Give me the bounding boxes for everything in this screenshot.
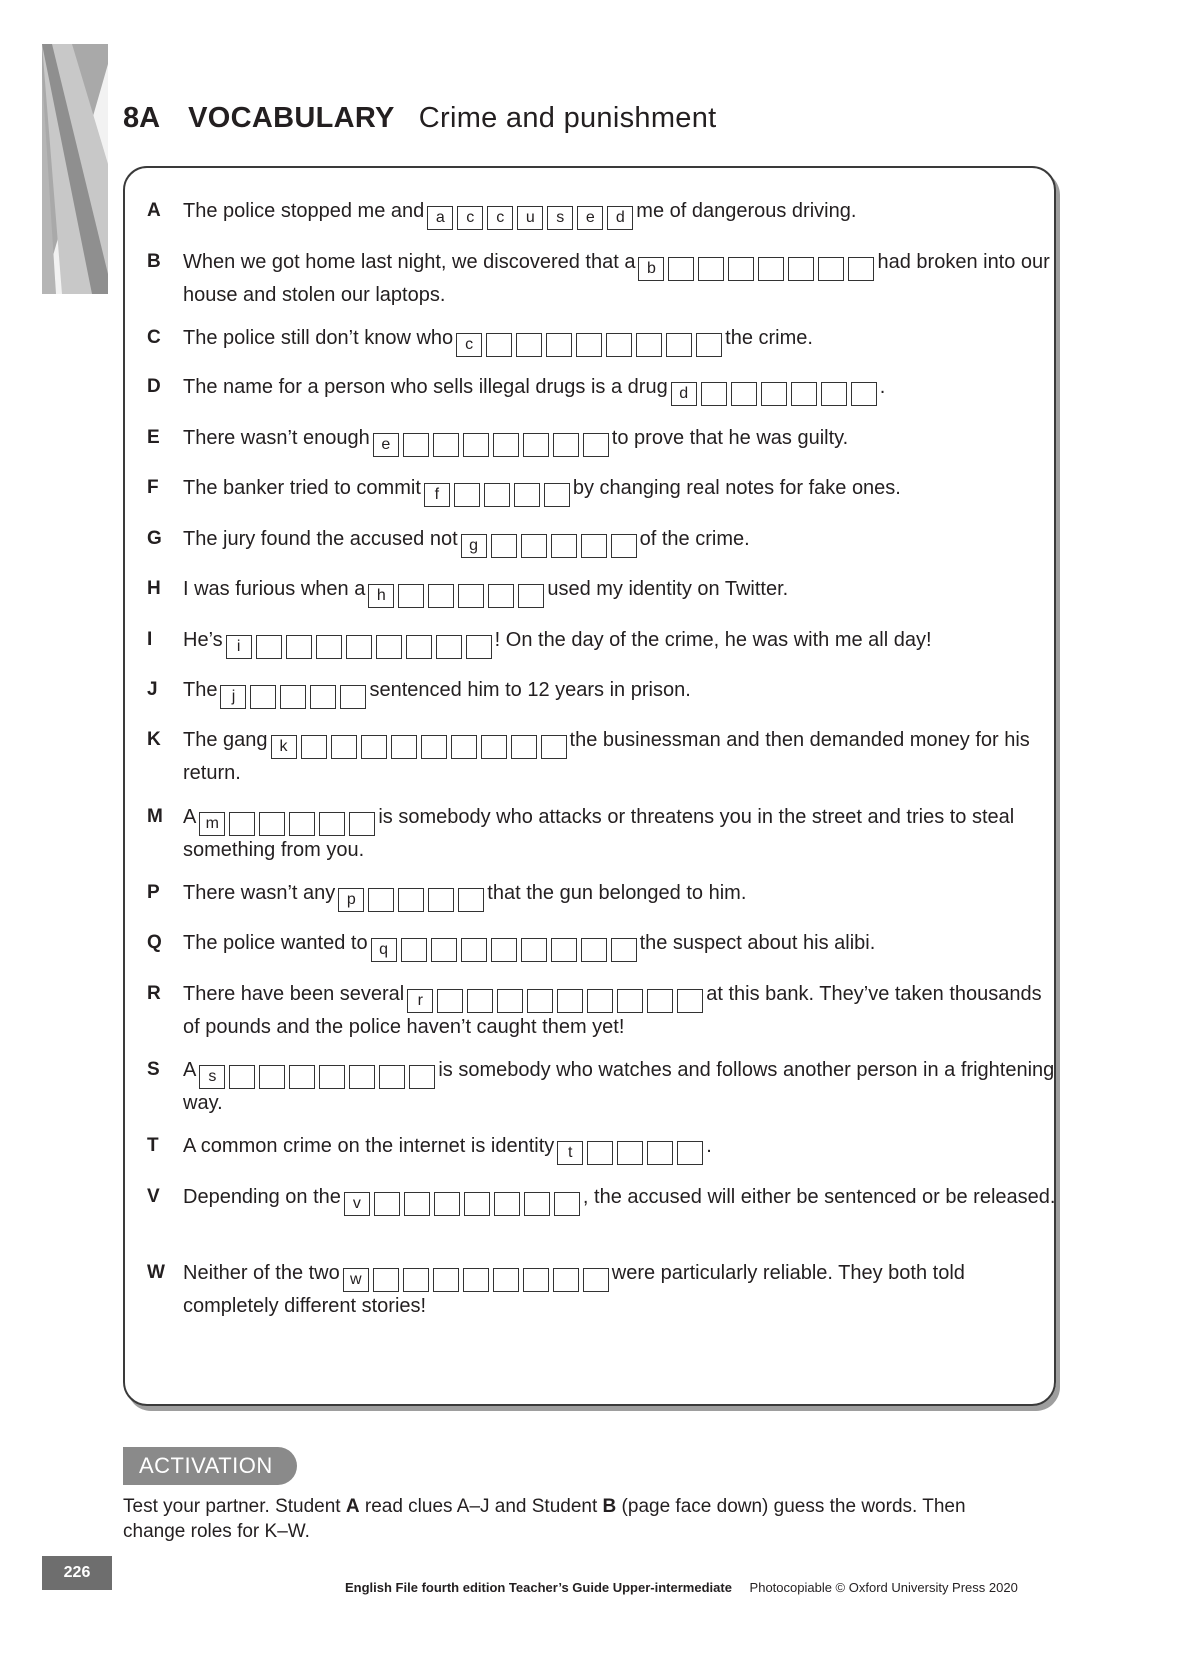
letter-box[interactable] — [467, 989, 493, 1013]
section-code: 8A — [123, 102, 161, 134]
instruction-text: (page face down) guess the words. Then change roles for K–W. — [123, 1496, 966, 1542]
letter-box[interactable]: g — [461, 534, 487, 558]
clue-before: The — [183, 679, 218, 701]
clue-item — [147, 1259, 1060, 1320]
clue-after: the crime. — [725, 327, 813, 349]
letter-box[interactable] — [511, 735, 537, 759]
clue-letter: S — [147, 1059, 160, 1080]
letter-box[interactable] — [376, 635, 402, 659]
letter-box[interactable] — [481, 735, 507, 759]
letter-box[interactable]: a — [427, 206, 453, 230]
letter-box[interactable] — [617, 989, 643, 1013]
letter-box[interactable] — [361, 735, 387, 759]
letter-box[interactable] — [289, 812, 315, 836]
clue-text — [183, 626, 1060, 659]
clue-before: The jury found the accused not — [183, 528, 458, 550]
section-unit: VOCABULARY — [188, 102, 395, 134]
clue-item — [147, 248, 1060, 309]
letter-box[interactable] — [259, 812, 285, 836]
clue-item — [147, 197, 1060, 230]
clue-before: Depending on the — [183, 1186, 341, 1208]
letter-box[interactable] — [606, 333, 632, 357]
letter-box[interactable] — [316, 635, 342, 659]
letter-box[interactable] — [491, 534, 517, 558]
letter-box[interactable]: h — [368, 584, 394, 608]
letter-box[interactable] — [494, 1192, 520, 1216]
letter-box[interactable] — [428, 584, 454, 608]
clue-letter: B — [147, 251, 161, 272]
letter-box[interactable] — [259, 1065, 285, 1089]
clue-text — [183, 929, 1060, 962]
clue-text — [183, 474, 1060, 507]
answer-boxes — [638, 257, 874, 281]
letter-box[interactable] — [461, 938, 487, 962]
letter-box[interactable] — [458, 584, 484, 608]
footer-copyright: Photocopiable © Oxford University Press 2020 — [749, 1580, 1018, 1595]
clue-before: The gang — [183, 729, 268, 751]
letter-box[interactable] — [791, 382, 817, 406]
clue-text — [183, 676, 1060, 709]
clue-item — [147, 803, 1060, 864]
letter-box[interactable] — [493, 433, 519, 457]
answer-boxes — [344, 1192, 580, 1216]
letter-box[interactable] — [340, 685, 366, 709]
letter-box[interactable] — [229, 812, 255, 836]
clue-after: were particularly reliable. They both told completely different stories! — [183, 1262, 965, 1317]
student-b: B — [602, 1496, 617, 1517]
letter-box[interactable] — [379, 1065, 405, 1089]
letter-box[interactable]: w — [343, 1268, 369, 1292]
letter-box[interactable] — [611, 534, 637, 558]
letter-box[interactable] — [433, 1268, 459, 1292]
letter-box[interactable] — [636, 333, 662, 357]
letter-box[interactable] — [617, 1141, 643, 1165]
clue-item — [147, 373, 1060, 406]
letter-box[interactable] — [647, 989, 673, 1013]
answer-boxes — [456, 333, 722, 357]
letter-box[interactable] — [437, 989, 463, 1013]
letter-box[interactable] — [516, 333, 542, 357]
letter-box[interactable] — [289, 1065, 315, 1089]
clue-text — [183, 1056, 1060, 1117]
letter-box[interactable]: j — [220, 685, 246, 709]
letter-box[interactable]: v — [344, 1192, 370, 1216]
letter-box[interactable] — [403, 1268, 429, 1292]
letter-box[interactable] — [541, 735, 567, 759]
letter-box[interactable] — [553, 1268, 579, 1292]
clue-before: There have been several — [183, 983, 405, 1005]
letter-box[interactable] — [611, 938, 637, 962]
letter-box[interactable] — [587, 989, 613, 1013]
answer-boxes — [226, 635, 492, 659]
answer-boxes — [373, 433, 609, 457]
clue-text — [183, 1132, 1060, 1165]
answer-boxes — [557, 1141, 703, 1165]
letter-box[interactable] — [581, 938, 607, 962]
letter-box[interactable] — [454, 483, 480, 507]
clue-letter: T — [147, 1135, 159, 1156]
clue-after: to prove that he was guilty. — [611, 427, 849, 449]
letter-box[interactable] — [818, 257, 844, 281]
letter-box[interactable] — [349, 1065, 375, 1089]
clue-text — [183, 879, 1060, 912]
clue-item — [147, 1132, 1060, 1165]
letter-box[interactable] — [821, 382, 847, 406]
clue-letter: R — [147, 983, 161, 1004]
letter-box[interactable]: f — [424, 483, 450, 507]
letter-box[interactable] — [406, 635, 432, 659]
clue-before: A — [183, 1059, 197, 1081]
letter-box[interactable] — [256, 635, 282, 659]
letter-box[interactable] — [698, 257, 724, 281]
clue-text — [183, 1183, 1060, 1216]
clue-text — [183, 373, 1060, 406]
letter-box[interactable] — [431, 938, 457, 962]
clue-letter: G — [147, 528, 162, 549]
clue-item — [147, 676, 1060, 709]
clue-item — [147, 1183, 1060, 1216]
letter-box[interactable] — [373, 1268, 399, 1292]
clue-letter: M — [147, 806, 163, 827]
clue-item — [147, 626, 1060, 659]
clue-after: by changing real notes for fake ones. — [572, 477, 901, 499]
page-number: 226 — [42, 1556, 112, 1590]
clue-text — [183, 424, 1060, 457]
clue-after: me of dangerous driving. — [636, 200, 857, 222]
clue-before: The police still don’t know who — [183, 327, 454, 349]
letter-box[interactable] — [523, 433, 549, 457]
letter-box[interactable] — [319, 1065, 345, 1089]
letter-box[interactable] — [398, 584, 424, 608]
letter-box[interactable] — [583, 433, 609, 457]
letter-box[interactable] — [677, 1141, 703, 1165]
answer-boxes — [407, 989, 703, 1013]
answer-boxes — [461, 534, 637, 558]
clue-after: the businessman and then demanded money for his return. — [183, 729, 1030, 784]
letter-box[interactable] — [668, 257, 694, 281]
letter-box[interactable] — [647, 1141, 673, 1165]
letter-box[interactable] — [491, 938, 517, 962]
letter-box[interactable] — [497, 989, 523, 1013]
letter-box[interactable] — [331, 735, 357, 759]
clue-letter: C — [147, 327, 161, 348]
letter-box[interactable] — [666, 333, 692, 357]
letter-box[interactable] — [250, 685, 276, 709]
letter-box[interactable] — [301, 735, 327, 759]
student-a: A — [345, 1496, 360, 1517]
letter-box[interactable] — [551, 534, 577, 558]
letter-box[interactable] — [728, 257, 754, 281]
clue-item — [147, 879, 1060, 912]
letter-box[interactable]: s — [199, 1065, 225, 1089]
clue-after: of the crime. — [639, 528, 750, 550]
letter-box[interactable] — [280, 685, 306, 709]
clue-after: . — [706, 1135, 712, 1157]
clue-letter: V — [147, 1186, 160, 1207]
answer-boxes — [424, 483, 570, 507]
letter-box[interactable] — [346, 635, 372, 659]
clue-text — [183, 980, 1060, 1041]
letter-box[interactable] — [551, 938, 577, 962]
clue-item — [147, 929, 1060, 962]
letter-box[interactable] — [484, 483, 510, 507]
clue-text — [183, 1259, 1060, 1320]
letter-box[interactable]: p — [338, 888, 364, 912]
clue-text — [183, 197, 1060, 230]
page-title — [123, 102, 717, 135]
letter-box[interactable]: b — [638, 257, 664, 281]
letter-box[interactable]: k — [271, 735, 297, 759]
clue-after: that the gun belonged to him. — [487, 882, 747, 904]
clue-after: is somebody who watches and follows another person in a frightening way. — [183, 1059, 1055, 1114]
letter-box[interactable]: u — [517, 206, 543, 230]
clue-before: Neither of the two — [183, 1262, 340, 1284]
clue-text — [183, 726, 1060, 787]
letter-box[interactable] — [401, 938, 427, 962]
clue-after: at this bank. They’ve taken thousands of pounds and the police haven’t caught them yet! — [183, 983, 1042, 1038]
letter-box[interactable]: q — [371, 938, 397, 962]
clue-before: A common crime on the internet is identity — [183, 1135, 555, 1157]
footer — [345, 1580, 1018, 1595]
clue-text — [183, 803, 1060, 864]
letter-box[interactable] — [398, 888, 424, 912]
letter-box[interactable] — [576, 333, 602, 357]
answer-boxes — [343, 1268, 609, 1292]
letter-box[interactable] — [758, 257, 784, 281]
letter-box[interactable] — [404, 1192, 430, 1216]
letter-box[interactable] — [286, 635, 312, 659]
letter-box[interactable]: c — [456, 333, 482, 357]
letter-box[interactable] — [451, 735, 477, 759]
letter-box[interactable]: c — [457, 206, 483, 230]
letter-box[interactable]: s — [547, 206, 573, 230]
clue-letter: I — [147, 629, 153, 650]
letter-box[interactable] — [731, 382, 757, 406]
answer-boxes — [199, 1065, 435, 1089]
clue-letter: A — [147, 200, 161, 221]
letter-box[interactable] — [463, 1268, 489, 1292]
answer-boxes — [427, 206, 633, 230]
letter-box[interactable] — [788, 257, 814, 281]
clue-letter: K — [147, 729, 161, 750]
letter-box[interactable] — [514, 483, 540, 507]
letter-box[interactable]: d — [607, 206, 633, 230]
letter-box[interactable] — [523, 1268, 549, 1292]
letter-box[interactable] — [524, 1192, 550, 1216]
clue-item — [147, 726, 1060, 787]
clue-text — [183, 248, 1060, 309]
letter-box[interactable] — [521, 938, 547, 962]
letter-box[interactable] — [349, 812, 375, 836]
activation-label: ACTIVATION — [123, 1447, 297, 1485]
letter-box[interactable] — [581, 534, 607, 558]
clue-text — [183, 525, 1060, 558]
letter-box[interactable] — [466, 635, 492, 659]
letter-box[interactable] — [544, 483, 570, 507]
answer-boxes — [338, 888, 484, 912]
clue-after: sentenced him to 12 years in prison. — [369, 679, 691, 701]
letter-box[interactable] — [319, 812, 345, 836]
letter-box[interactable] — [587, 1141, 613, 1165]
clue-before: There wasn’t any — [183, 882, 336, 904]
letter-box[interactable] — [493, 1268, 519, 1292]
letter-box[interactable] — [848, 257, 874, 281]
answer-boxes — [220, 685, 366, 709]
letter-box[interactable] — [677, 989, 703, 1013]
letter-box[interactable]: c — [487, 206, 513, 230]
letter-box[interactable]: e — [577, 206, 603, 230]
clue-before: There wasn’t enough — [183, 427, 370, 449]
clue-before: A — [183, 806, 197, 828]
letter-box[interactable] — [421, 735, 447, 759]
clue-item — [147, 575, 1060, 608]
clue-before: The police wanted to — [183, 932, 368, 954]
clue-after: , the accused will either be sentenced or be released. — [582, 1186, 1056, 1208]
clue-before: The name for a person who sells illegal drugs is a drug — [183, 376, 668, 398]
letter-box[interactable]: r — [407, 989, 433, 1013]
letter-box[interactable] — [486, 333, 512, 357]
letter-box[interactable] — [310, 685, 336, 709]
letter-box[interactable] — [458, 888, 484, 912]
clue-item — [147, 1056, 1060, 1117]
clue-after: ! On the day of the crime, he was with me all day! — [494, 629, 932, 651]
clue-after: the suspect about his alibi. — [639, 932, 876, 954]
letter-box[interactable]: t — [557, 1141, 583, 1165]
letter-box[interactable] — [428, 888, 454, 912]
corner-decoration — [42, 44, 108, 294]
letter-box[interactable]: i — [226, 635, 252, 659]
clue-item — [147, 525, 1060, 558]
clue-letter: D — [147, 376, 161, 397]
letter-box[interactable] — [368, 888, 394, 912]
clue-before: The banker tried to commit — [183, 477, 421, 499]
letter-box[interactable] — [436, 635, 462, 659]
letter-box[interactable] — [374, 1192, 400, 1216]
letter-box[interactable] — [761, 382, 787, 406]
footer-book-title: English File fourth edition Teacher’s Guide Upper-intermediate — [345, 1580, 732, 1595]
answer-boxes — [199, 812, 375, 836]
section-topic: Crime and punishment — [418, 102, 717, 134]
clue-letter: E — [147, 427, 160, 448]
clue-text — [183, 324, 1060, 357]
clue-after: had broken into our house and stolen our laptops. — [183, 251, 1050, 306]
letter-box[interactable]: e — [373, 433, 399, 457]
clue-before: The police stopped me and — [183, 200, 425, 222]
instruction-text: Test your partner. Student — [123, 1496, 346, 1517]
letter-box[interactable] — [433, 433, 459, 457]
clue-letter: W — [147, 1262, 165, 1283]
clue-letter: F — [147, 477, 159, 498]
letter-box[interactable] — [463, 433, 489, 457]
clue-after: . — [879, 376, 886, 398]
clue-item — [147, 424, 1060, 457]
letter-box[interactable] — [527, 989, 553, 1013]
clue-item — [147, 324, 1060, 357]
letter-box[interactable] — [464, 1192, 490, 1216]
clue-letter: J — [147, 679, 158, 700]
answer-boxes — [368, 584, 544, 608]
clue-letter: H — [147, 578, 161, 599]
letter-box[interactable] — [554, 1192, 580, 1216]
letter-box[interactable] — [518, 584, 544, 608]
clue-after: is somebody who attacks or threatens you in the street and tries to steal something from you. — [183, 806, 1015, 861]
letter-box[interactable] — [403, 433, 429, 457]
letter-box[interactable] — [583, 1268, 609, 1292]
clue-item — [147, 980, 1060, 1041]
letter-box[interactable] — [488, 584, 514, 608]
answer-boxes — [371, 938, 637, 962]
answer-boxes — [671, 382, 877, 406]
letter-box[interactable] — [409, 1065, 435, 1089]
clue-letter: Q — [147, 932, 162, 953]
clue-before: When we got home last night, we discovered that a — [183, 251, 636, 273]
letter-box[interactable] — [521, 534, 547, 558]
letter-box[interactable] — [851, 382, 877, 406]
clue-text — [183, 575, 1060, 608]
letter-box[interactable]: m — [199, 812, 225, 836]
letter-box[interactable] — [696, 333, 722, 357]
clue-before: He’s — [183, 629, 223, 651]
letter-box[interactable] — [546, 333, 572, 357]
clue-letter: P — [147, 882, 160, 903]
letter-box[interactable] — [391, 735, 417, 759]
letter-box[interactable] — [553, 433, 579, 457]
answer-boxes — [271, 735, 567, 759]
letter-box[interactable] — [229, 1065, 255, 1089]
instruction-text: read clues A–J and Student — [359, 1496, 603, 1517]
letter-box[interactable]: d — [671, 382, 697, 406]
letter-box[interactable] — [434, 1192, 460, 1216]
clue-before: I was furious when a — [183, 578, 366, 600]
activation-instructions — [123, 1494, 1023, 1544]
letter-box[interactable] — [701, 382, 727, 406]
clue-item — [147, 474, 1060, 507]
clue-after: used my identity on Twitter. — [547, 578, 789, 600]
letter-box[interactable] — [557, 989, 583, 1013]
